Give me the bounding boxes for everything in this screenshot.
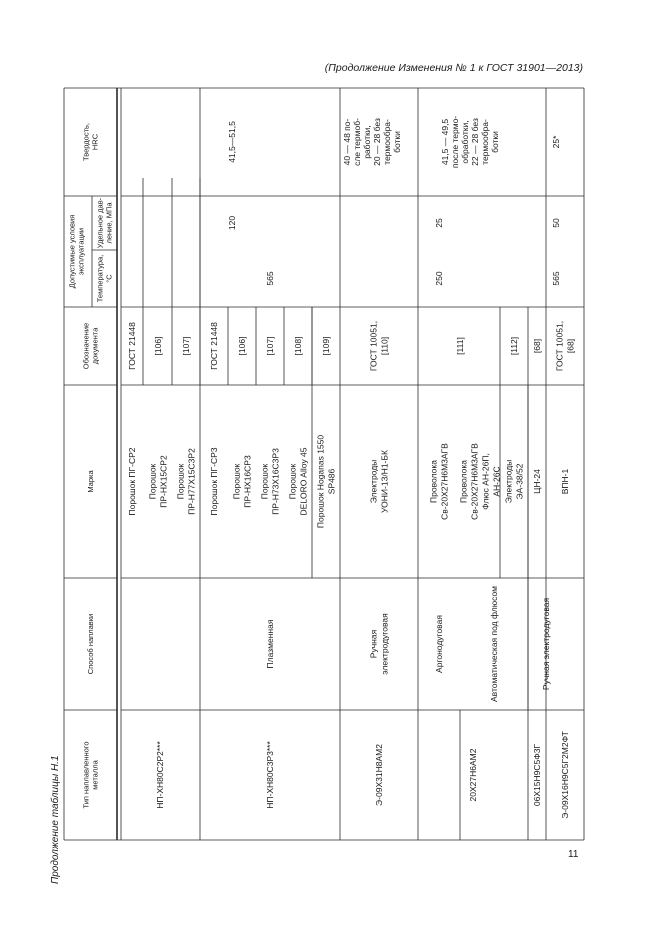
svg-text:Автоматическая под флюсом: Автоматическая под флюсом xyxy=(489,585,499,703)
brand-deloro xyxy=(288,447,309,515)
svg-text:Проволока: Проволока xyxy=(458,460,469,503)
svg-text:ВПН-1: ВПН-1 xyxy=(560,468,570,495)
header-doc xyxy=(82,323,100,369)
svg-text:Аргонодуговая: Аргонодуговая xyxy=(434,615,444,673)
svg-text:Ручная: Ручная xyxy=(368,629,379,659)
svg-text:ЭА-38/52: ЭА-38/52 xyxy=(514,463,525,500)
svg-text:Электроды: Электроды xyxy=(503,459,514,504)
svg-text:после термо-: после термо- xyxy=(450,115,460,169)
svg-text:НП-ХН80С2Р2***: НП-ХН80С2Р2*** xyxy=(155,741,165,809)
svg-text:работки,: работки, xyxy=(362,125,372,159)
svg-text:120: 120 xyxy=(227,215,237,231)
svg-text:SP486: SP486 xyxy=(326,468,337,495)
pressure-2 xyxy=(434,218,444,228)
svg-text:HRC: HRC xyxy=(90,133,100,151)
brand-pr-n77 xyxy=(176,448,197,515)
svg-text:Плазменная: Плазменная xyxy=(265,619,275,669)
brand-ea xyxy=(504,460,525,504)
brand-hoganas xyxy=(316,435,337,528)
svg-text:Температура,: Температура, xyxy=(95,254,105,303)
svg-text:Тип наплавленного: Тип наплавленного xyxy=(81,741,91,809)
svg-text:сле термоб-: сле термоб- xyxy=(352,118,362,166)
svg-text:Порошок: Порошок xyxy=(231,463,242,500)
svg-text:50: 50 xyxy=(551,218,561,228)
svg-text:Электроды: Электроды xyxy=(368,459,379,504)
svg-text:22 — 28 без: 22 — 28 без xyxy=(470,118,480,166)
svg-text:[68]: [68] xyxy=(565,338,576,354)
svg-text:ПР-Н73Х16С3Р3: ПР-Н73Х16С3Р3 xyxy=(270,448,281,515)
table-caption: Продолжение таблицы Н.1 xyxy=(50,755,61,884)
svg-text:металла: металла xyxy=(90,760,100,790)
brand-pr-nh16sr3 xyxy=(232,455,253,508)
svg-text:Порошок: Порошок xyxy=(147,463,158,500)
row-type-h20 xyxy=(468,748,478,801)
row-type-e09h16 xyxy=(560,731,570,819)
row-type-np-hn80s2r2 xyxy=(155,741,165,809)
svg-text:20Х27Н6АМ2: 20Х27Н6АМ2 xyxy=(468,748,478,802)
brand-sv-wire xyxy=(429,443,450,520)
brand-cn24 xyxy=(532,469,542,494)
svg-text:Твердость,: Твердость, xyxy=(81,122,91,162)
svg-text:Ручная электродуговая: Ручная электродуговая xyxy=(541,597,551,691)
svg-text:ПР-НХ15СР2: ПР-НХ15СР2 xyxy=(158,455,169,508)
svg-text:565: 565 xyxy=(265,271,275,286)
row-type-h06 xyxy=(532,744,542,806)
page-number: 11 xyxy=(568,849,579,860)
row-method-manual xyxy=(369,613,390,675)
svg-text:документа: документа xyxy=(90,327,100,365)
svg-text:Порошок: Порошок xyxy=(259,463,270,500)
svg-text:Флюс АН-26П,: Флюс АН-26П, xyxy=(480,453,491,510)
pressure-1 xyxy=(227,216,237,230)
doc-9 xyxy=(369,321,390,371)
svg-text:термообра-: термообра- xyxy=(480,119,490,165)
svg-text:Допустимые условия: Допустимые условия xyxy=(67,214,77,289)
doc-11 xyxy=(509,337,519,355)
row-method-plasma xyxy=(265,619,275,668)
svg-text:[106]: [106] xyxy=(153,336,163,356)
hardness-2 xyxy=(342,118,402,166)
svg-text:41,5—51,5: 41,5—51,5 xyxy=(227,121,237,163)
svg-text:[106]: [106] xyxy=(237,336,247,356)
doc-4 xyxy=(209,322,219,370)
svg-text:[107]: [107] xyxy=(265,336,275,356)
svg-text:ГОСТ 10051,: ГОСТ 10051, xyxy=(368,320,379,372)
hardness-1 xyxy=(227,121,237,163)
brand-pg-sr3 xyxy=(209,447,219,515)
svg-text:Порошок: Порошок xyxy=(175,463,186,500)
svg-text:Порошок: Порошок xyxy=(287,463,298,500)
brand-pr-n73 xyxy=(260,448,281,515)
row-type-e09h31 xyxy=(374,744,384,806)
temp-1 xyxy=(265,271,275,285)
svg-text:ботки: ботки xyxy=(490,131,500,153)
doc-2 xyxy=(153,337,163,356)
svg-text:[110]: [110] xyxy=(379,336,390,356)
header-hardness xyxy=(82,123,100,161)
svg-text:Порошок ПГ-СР2: Порошок ПГ-СР2 xyxy=(127,447,137,516)
svg-text:Проволока: Проволока xyxy=(428,460,439,503)
svg-text:ЦН-24: ЦН-24 xyxy=(532,469,542,494)
svg-text:[109]: [109] xyxy=(321,336,331,356)
svg-text:Способ наплавки: Способ наплавки xyxy=(86,613,95,675)
doc-12 xyxy=(532,339,542,353)
header-method xyxy=(86,614,95,674)
svg-text:ГОСТ 21448: ГОСТ 21448 xyxy=(127,322,137,370)
svg-text:[68]: [68] xyxy=(532,338,542,354)
table-cells xyxy=(68,116,576,819)
svg-text:ПР-Н77Х15С3Р2: ПР-Н77Х15С3Р2 xyxy=(186,448,197,515)
svg-text:Удельное дав-: Удельное дав- xyxy=(95,197,105,249)
svg-text:°С: °С xyxy=(104,274,114,283)
pressure-3 xyxy=(551,218,561,228)
svg-text:25*: 25* xyxy=(551,135,561,149)
svg-text:[112]: [112] xyxy=(509,336,519,356)
header-conditions xyxy=(68,215,86,289)
svg-text:обработки,: обработки, xyxy=(460,120,470,164)
svg-text:565: 565 xyxy=(551,271,561,286)
doc-3 xyxy=(181,337,191,356)
svg-text:Св-20Х27Н6М3АГВ: Св-20Х27Н6М3АГВ xyxy=(439,443,450,520)
hardness-4 xyxy=(551,135,561,148)
svg-text:ПР-НХ16СР3: ПР-НХ16СР3 xyxy=(242,455,253,508)
doc-8 xyxy=(321,337,331,356)
svg-text:250: 250 xyxy=(434,271,444,286)
svg-text:41,5 — 49,5: 41,5 — 49,5 xyxy=(440,118,450,166)
header-type-of-metal xyxy=(82,741,100,808)
svg-text:Э-09Х16Н9С5Г2М2ФТ: Э-09Х16Н9С5Г2М2ФТ xyxy=(560,731,570,819)
svg-text:УОНИ-13/Н1-БК: УОНИ-13/Н1-БК xyxy=(379,450,390,513)
svg-text:электродуговая: электродуговая xyxy=(379,613,390,675)
header-pressure xyxy=(96,197,114,248)
svg-text:20 — 28 без: 20 — 28 без xyxy=(372,118,382,166)
doc-13 xyxy=(555,321,576,371)
svg-text:ГОСТ 10051,: ГОСТ 10051, xyxy=(554,320,565,372)
doc-6 xyxy=(265,337,275,356)
temp-3 xyxy=(551,271,561,285)
hardness-3 xyxy=(440,116,500,168)
svg-text:40 — 48 по-: 40 — 48 по- xyxy=(342,118,352,166)
temp-2 xyxy=(434,271,444,285)
svg-text:АН-26С: АН-26С xyxy=(491,466,502,497)
svg-text:[111]: [111] xyxy=(455,337,465,355)
svg-text:ление, МПа: ление, МПа xyxy=(104,202,114,244)
row-method-auto-flux xyxy=(489,586,499,702)
brand-pg-sr2 xyxy=(127,447,137,515)
svg-text:НП-ХН80С3Р3***: НП-ХН80С3Р3*** xyxy=(265,741,275,809)
svg-text:Св-20Х27Н6М3АГВ: Св-20Х27Н6М3АГВ xyxy=(469,443,480,520)
svg-text:25: 25 xyxy=(434,218,444,228)
svg-text:эксплуатации: эксплуатации xyxy=(76,227,86,276)
svg-text:ботки: ботки xyxy=(392,131,402,153)
svg-text:ГОСТ 21448: ГОСТ 21448 xyxy=(209,322,219,370)
svg-text:[107]: [107] xyxy=(181,336,191,356)
svg-text:Порошок Hoganas 1550: Порошок Hoganas 1550 xyxy=(315,434,326,529)
doc-10 xyxy=(455,337,465,355)
svg-text:06Х15Н9С5Ф3Г: 06Х15Н9С5Ф3Г xyxy=(532,743,542,807)
header-brand xyxy=(86,470,95,493)
svg-text:Марка: Марка xyxy=(86,470,95,493)
header-temperature xyxy=(96,255,114,303)
svg-text:Обозначение: Обозначение xyxy=(81,322,91,370)
svg-text:[108]: [108] xyxy=(293,336,303,356)
svg-text:Порошок ПГ-СР3: Порошок ПГ-СР3 xyxy=(209,447,219,516)
svg-text:DELORO Alloy 45: DELORO Alloy 45 xyxy=(298,447,309,516)
continuation-header: (Продолжение Изменения № 1 к ГОСТ 31901—2013) xyxy=(324,62,583,74)
svg-text:Э-09Х31Н8АМ2: Э-09Х31Н8АМ2 xyxy=(374,744,384,806)
svg-text:термообра-: термообра- xyxy=(382,119,392,165)
doc-5 xyxy=(237,337,247,356)
row-type-np-hn80s3r3 xyxy=(265,741,275,809)
brand-sv-flux xyxy=(459,443,502,520)
row-method-manual-2 xyxy=(541,598,551,691)
brand-pr-nh15sr2 xyxy=(148,455,169,508)
doc-7 xyxy=(293,337,303,356)
row-method-argon xyxy=(434,615,444,673)
brand-vpn1 xyxy=(560,468,570,494)
doc-1 xyxy=(127,322,137,370)
brand-uoni xyxy=(369,450,390,513)
